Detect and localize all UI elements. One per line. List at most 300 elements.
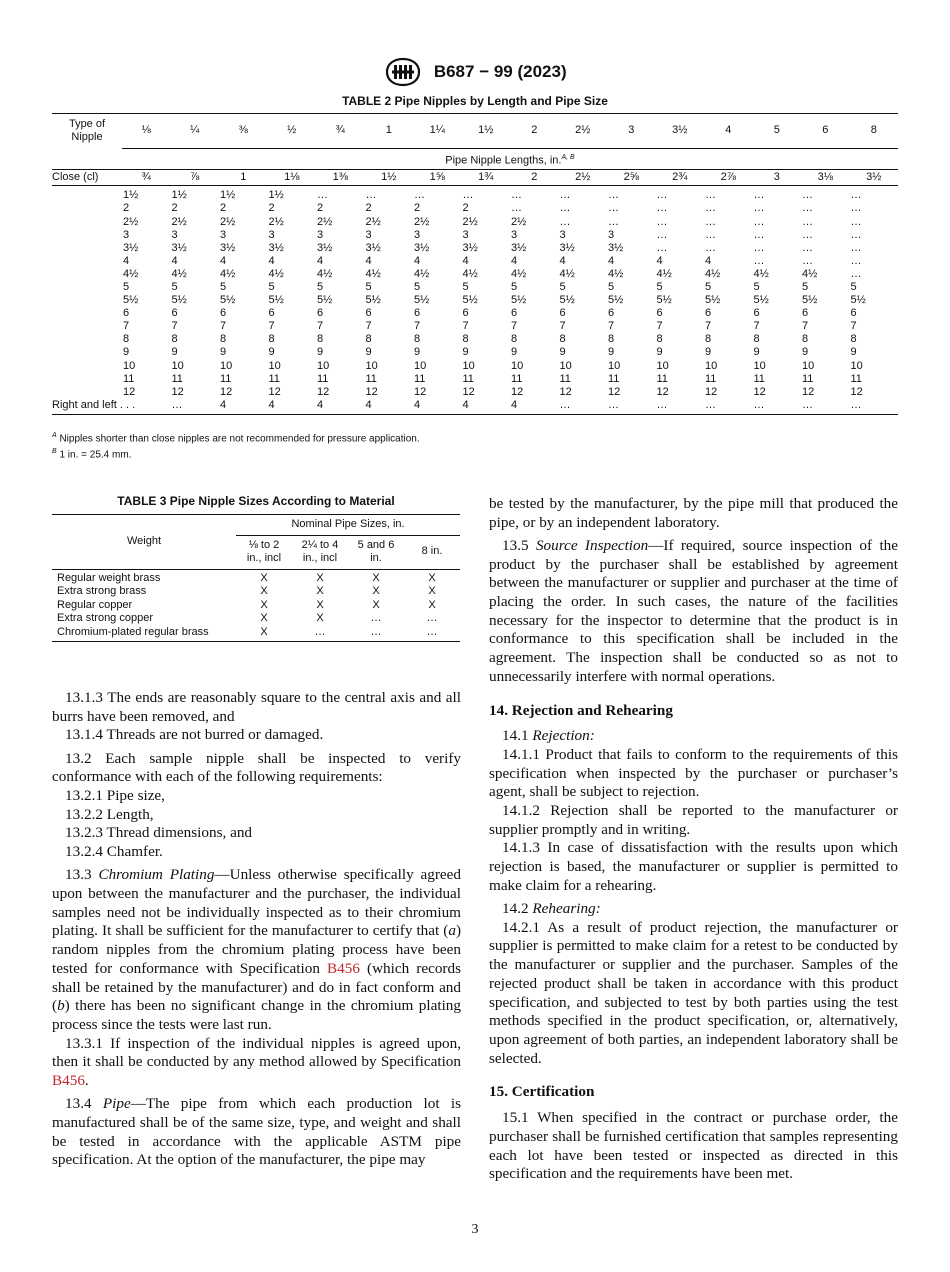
table2-cell: 12 bbox=[462, 385, 475, 398]
table2-cell: 4½ bbox=[802, 267, 818, 280]
table2-cell: 1½ bbox=[171, 189, 187, 202]
table2-cell: 5½ bbox=[656, 294, 672, 307]
table2-cell: 2½ bbox=[220, 215, 236, 228]
table2-close-cell: 1¾ bbox=[462, 170, 511, 186]
table3-title: TABLE 3 Pipe Nipple Sizes According to Material bbox=[117, 494, 395, 508]
table2-cell: 10 bbox=[220, 359, 233, 372]
table2-cell: 11 bbox=[268, 372, 280, 385]
table2-size-header: ⅜ bbox=[219, 114, 268, 149]
table2-cell: 5 bbox=[656, 281, 663, 293]
table2-size-header: 3½ bbox=[656, 114, 705, 149]
table2-cell: 7 bbox=[365, 320, 372, 333]
table2-cell: … bbox=[559, 189, 571, 202]
table2-cell: 11 bbox=[608, 372, 620, 385]
table2-size-header: 6 bbox=[801, 114, 850, 149]
table2-row bbox=[52, 373, 898, 386]
table2-close-cell: 1⅛ bbox=[268, 170, 317, 186]
table2-cell: … bbox=[850, 228, 862, 241]
table2-cell: 11 bbox=[511, 372, 523, 385]
table2-title: TABLE 2 Pipe Nipples by Length and Pipe Size bbox=[342, 94, 608, 108]
table2-cell: 8 bbox=[753, 333, 760, 346]
table2-cell: 10 bbox=[268, 359, 281, 372]
table2-row bbox=[52, 360, 898, 373]
table3-cell: X bbox=[260, 571, 268, 584]
table2-cell: 9 bbox=[802, 346, 809, 359]
table2-cell: 5½ bbox=[220, 294, 236, 307]
table3-material: Regular weight brass bbox=[57, 571, 161, 584]
table2-cell: 5½ bbox=[414, 294, 430, 307]
table2-cell: … bbox=[365, 189, 377, 202]
table2-cell: … bbox=[850, 267, 862, 280]
table2-cell: 4 bbox=[365, 254, 372, 267]
table2-cell: 2½ bbox=[268, 215, 284, 228]
table2-cell: 9 bbox=[317, 346, 324, 359]
table2-cell: … bbox=[705, 189, 716, 202]
table2-row bbox=[52, 333, 898, 346]
para-13-4: 13.4 Pipe—The pipe from which each production lot is manufactured shall be of the same size, type, and weight and shall be tested in accordance with the applicable ASTM pipe specification. At the option of the manufacturer, the pipe may bbox=[52, 1095, 461, 1169]
table2-cell: 5½ bbox=[850, 294, 866, 307]
table2-cell: 8 bbox=[365, 333, 372, 346]
table2-lengths-row bbox=[52, 148, 898, 170]
table2-cell: 5 bbox=[220, 281, 227, 293]
table2-close-cell: ¾ bbox=[122, 170, 171, 186]
table2-cell: 5½ bbox=[705, 294, 721, 307]
table2-cell: 2½ bbox=[511, 215, 527, 228]
table2-cell: 2½ bbox=[414, 215, 430, 228]
table2-cell: 6 bbox=[462, 307, 469, 320]
table2 bbox=[52, 113, 898, 415]
para-13-5: 13.5 Source Inspection—If required, source inspection of the product by the purchaser shall be established by agreement between the manufacturer or supplier and purchaser at the time of placing the order. In such cases, the nature of the facilities necessary for the inspector to determine that the product is in conformance to this specification shall be included in the agreement. The inspection shall be conducted so as not to unnecessarily interfere with normal operations. bbox=[489, 536, 899, 685]
table2-cell: 9 bbox=[511, 346, 518, 359]
table2-cell: 9 bbox=[656, 346, 663, 359]
table2-cell: 12 bbox=[365, 385, 378, 398]
table2-cell: 11 bbox=[171, 372, 183, 385]
table2-cell: … bbox=[559, 202, 571, 215]
table3-size-header bbox=[236, 535, 292, 569]
table2-cell: 5½ bbox=[317, 294, 333, 307]
table2-cell: 5½ bbox=[268, 294, 284, 307]
table2-cell: 8 bbox=[462, 333, 469, 346]
table2-right-left-label: Right and left . . . bbox=[52, 399, 122, 415]
table2-cell: 5½ bbox=[123, 294, 139, 307]
table2-cell: 3 bbox=[123, 228, 130, 241]
table2-cell: 3 bbox=[220, 228, 227, 241]
table2-row-label bbox=[52, 216, 122, 229]
table3-cell: X bbox=[428, 585, 436, 597]
table2-cell: 3 bbox=[511, 228, 518, 241]
table2-cell: 9 bbox=[462, 346, 469, 359]
table2-cell: 3 bbox=[317, 228, 324, 241]
table2-cell: 6 bbox=[511, 307, 518, 320]
table3-cell: X bbox=[372, 585, 380, 597]
table2-cell: 2½ bbox=[365, 215, 381, 228]
table2-footnotes bbox=[52, 429, 420, 462]
table2-cell: 8 bbox=[608, 333, 615, 346]
table3-cell: … bbox=[292, 626, 348, 642]
table2-cell: 9 bbox=[705, 346, 712, 359]
table2-size-header: ⅛ bbox=[122, 114, 171, 149]
table2-cell: 7 bbox=[559, 320, 566, 333]
table2-cell: 4 bbox=[219, 399, 268, 415]
table2-cell: 4 bbox=[316, 399, 365, 415]
table2-cell: 5 bbox=[317, 281, 324, 293]
table2-cell: 9 bbox=[608, 346, 615, 359]
table2-cell: 12 bbox=[802, 385, 815, 398]
table2-cell: 12 bbox=[608, 385, 621, 398]
table3-material: Extra strong copper bbox=[57, 612, 153, 624]
table2-cell: … bbox=[656, 215, 668, 228]
table2-close-cell: 2⅞ bbox=[704, 170, 753, 186]
table2-row bbox=[52, 242, 898, 255]
table2-cell: 4 bbox=[171, 254, 178, 267]
table2-row bbox=[52, 216, 898, 229]
table2-cell: … bbox=[559, 399, 608, 415]
table2-cell: … bbox=[753, 399, 802, 415]
table2-cell: 10 bbox=[705, 359, 718, 372]
table2-cell: 11 bbox=[123, 372, 135, 385]
table2-cell: … bbox=[802, 215, 813, 228]
table2-cell: 9 bbox=[753, 346, 760, 359]
table3-size-header-line: in., incl bbox=[246, 552, 282, 564]
table3-cell: X bbox=[372, 571, 380, 584]
table2-cell: 10 bbox=[365, 359, 378, 372]
table3-cell: X bbox=[372, 598, 380, 611]
footnote-a: $^A$ Nipples shorter than close nipples are not recommended for pressure application. bbox=[52, 432, 420, 445]
table2-blank-cell bbox=[52, 148, 122, 170]
table2-cell: 3½ bbox=[220, 241, 236, 254]
table2-cell: 4 bbox=[317, 254, 324, 267]
table2-cell: … bbox=[802, 202, 813, 215]
table2-cell: 4 bbox=[510, 399, 559, 415]
table3-sizes-header: Nominal Pipe Sizes, in. bbox=[236, 515, 460, 536]
table2-row-label bbox=[52, 229, 122, 242]
table2-size-header: 2 bbox=[510, 114, 559, 149]
table2-cell: 1½ bbox=[123, 189, 139, 202]
table2-cell: 8 bbox=[705, 333, 712, 346]
table2-close-cell: ⅞ bbox=[171, 170, 220, 186]
table2-cell: … bbox=[753, 228, 765, 241]
table2-cell: … bbox=[850, 189, 862, 202]
table2-row-label bbox=[52, 333, 122, 346]
table2-row-label bbox=[52, 346, 122, 359]
table2-cell: 9 bbox=[171, 346, 178, 359]
table2-cell: … bbox=[656, 202, 668, 215]
table2-cell: 5 bbox=[608, 281, 615, 293]
table3-size-header-line: ⅛ to 2 bbox=[248, 538, 280, 551]
table2-row-label bbox=[52, 294, 122, 307]
table3-cell: … bbox=[370, 612, 382, 624]
table2-cell: 8 bbox=[656, 333, 663, 346]
table2-cell: 10 bbox=[123, 359, 136, 372]
para-13-2-1: 13.2.1 Pipe size, bbox=[65, 787, 165, 805]
table2-cell: … bbox=[753, 254, 765, 267]
table2-cell: 12 bbox=[656, 385, 669, 398]
table2-cell: … bbox=[705, 228, 716, 241]
table2-cell: … bbox=[171, 399, 220, 415]
table2-row-label bbox=[52, 242, 122, 255]
table3-row bbox=[52, 569, 460, 585]
para-14-1-3: 14.1.3 In case of dissatisfaction with the results upon which rejection is based, the manufacturer or supplier is permitted to make claim for a rehearing. bbox=[489, 839, 898, 894]
table2-cell: 12 bbox=[559, 385, 572, 398]
table2-cell: 4 bbox=[559, 254, 566, 267]
table2-cell: 7 bbox=[123, 320, 130, 333]
table2-cell: 5 bbox=[365, 281, 372, 293]
table2-cell: 10 bbox=[608, 359, 621, 372]
para-14-1-2: 14.1.2 Rejection shall be reported to the manufacturer or supplier promptly and in writing. bbox=[489, 802, 898, 838]
table2-cell: 8 bbox=[414, 333, 421, 346]
table2-cell: 4½ bbox=[365, 267, 381, 280]
table2-cell: 5 bbox=[753, 281, 760, 293]
table2-row-label bbox=[52, 307, 122, 320]
table2-cell: 8 bbox=[317, 333, 324, 346]
table2-cell: … bbox=[850, 399, 899, 415]
right-column bbox=[489, 495, 898, 1184]
table2-cell: 10 bbox=[802, 359, 815, 372]
table2-cell: 4 bbox=[511, 254, 518, 267]
table2-cell: 4 bbox=[268, 399, 317, 415]
table2-cell: 6 bbox=[608, 307, 615, 320]
b456-link[interactable]: B456 bbox=[327, 959, 360, 977]
table2-close-cell: 2¾ bbox=[656, 170, 705, 186]
table2-row-label bbox=[52, 386, 122, 399]
para-13-3-1: 13.3.1 If inspection of the individual nipples is agreed upon, then it shall be conducted by any method allowed by Specification B456. bbox=[52, 1034, 461, 1090]
table2-cell: 6 bbox=[559, 307, 566, 320]
table2-cell: 2 bbox=[365, 202, 372, 215]
table2-cell: 11 bbox=[462, 372, 474, 385]
table2-cell: … bbox=[850, 202, 862, 215]
table2-cell: 3½ bbox=[365, 241, 381, 254]
table2-cell: 12 bbox=[850, 385, 863, 398]
table3-cell: … bbox=[348, 626, 404, 642]
table2-cell: … bbox=[608, 202, 619, 215]
table3-row bbox=[52, 585, 460, 599]
table2-cell: 12 bbox=[268, 385, 281, 398]
table2-cell: 4½ bbox=[559, 267, 575, 280]
table2-row-label bbox=[52, 268, 122, 281]
table2-cell: 6 bbox=[220, 307, 227, 320]
table2-cell: 12 bbox=[317, 385, 330, 398]
table2-size-header: 8 bbox=[850, 114, 899, 149]
table2-row bbox=[52, 268, 898, 281]
table2-cell: 2 bbox=[317, 202, 324, 215]
table2-cell: 9 bbox=[414, 346, 421, 359]
table3-cell: X bbox=[236, 626, 292, 642]
table2-row-label bbox=[52, 186, 122, 203]
table2-cell: … bbox=[802, 189, 813, 202]
table2-row bbox=[52, 229, 898, 242]
table2-cell: 7 bbox=[608, 320, 615, 333]
para-14-2-1: 14.2.1 As a result of product rejection, the manufacturer or supplier is permitted to make claim for a retest to be conducted by the manufacturer or supplier and the purchaser. Samples of the rejected product shall be taken in accordance with this product specification, and subjected to test by both parties using the test methods specified in the product specification, or, alternatively, upon agreement of both parties, an independent laboratory shall be selected. bbox=[489, 918, 898, 1067]
table2-cell: 10 bbox=[462, 359, 475, 372]
table2-close-cell: 2⅝ bbox=[607, 170, 656, 186]
table2-cell: 12 bbox=[220, 385, 233, 398]
b456-link-2[interactable]: B456 bbox=[52, 1072, 85, 1090]
table2-cell: 4½ bbox=[268, 267, 284, 280]
table3-cell: X bbox=[316, 585, 324, 597]
document-designation: B687 − 99 (2023) bbox=[433, 62, 567, 81]
table2-cell: 9 bbox=[220, 346, 227, 359]
left-column bbox=[52, 689, 461, 1170]
para-13-4-continued: be tested by the manufacturer, by the pipe mill that produced the pipe, or by an independent laboratory. bbox=[489, 495, 898, 531]
table3-size-header-line: 5 and 6 bbox=[357, 538, 395, 551]
table2-cell: 12 bbox=[171, 385, 184, 398]
table3-cell: X bbox=[428, 571, 436, 584]
table3-size-header bbox=[404, 535, 460, 569]
table2-size-header: 1 bbox=[365, 114, 414, 149]
table2-cell: 4½ bbox=[414, 267, 430, 280]
table2-cell: 1½ bbox=[268, 189, 284, 202]
table2-cell: 3 bbox=[559, 228, 566, 241]
table2-cell: 6 bbox=[850, 307, 857, 320]
table2-row bbox=[52, 307, 898, 320]
table2-cell: 5 bbox=[802, 281, 809, 293]
table2-cell: 3 bbox=[608, 228, 615, 241]
table2-size-header: 4 bbox=[704, 114, 753, 149]
table2-row-label bbox=[52, 373, 122, 386]
table2-row-label bbox=[52, 281, 122, 294]
table2-cell: 12 bbox=[414, 385, 427, 398]
table3-size-header-line: 8 in. bbox=[421, 545, 443, 558]
para-14-1-1: 14.1.1 Product that fails to conform to the requirements of this specification when inspected by the purchaser or purchaser’s agent, shall be subject to rejection. bbox=[489, 745, 898, 801]
table2-cell: 11 bbox=[705, 372, 717, 385]
table2-cell: 2½ bbox=[317, 215, 333, 228]
table2-size-header: 3 bbox=[607, 114, 656, 149]
table2-cell: 4½ bbox=[123, 267, 139, 280]
table2-cell: 4 bbox=[656, 254, 663, 267]
table2-cell: 4 bbox=[462, 399, 511, 415]
table2-cell: 5½ bbox=[559, 294, 575, 307]
table2-cell: 10 bbox=[171, 359, 184, 372]
table2-cell: … bbox=[608, 215, 619, 228]
table2-type-header: Type of Nipple bbox=[52, 114, 122, 149]
table2-cell: … bbox=[656, 241, 668, 254]
table2-cell: 1½ bbox=[220, 189, 236, 202]
table2-cell: 7 bbox=[850, 320, 857, 333]
table2-cell: 5 bbox=[462, 281, 469, 293]
table2-cell: 3½ bbox=[559, 241, 575, 254]
table2-row-label bbox=[52, 202, 122, 215]
table2-cell: 10 bbox=[317, 359, 330, 372]
table2-size-header: 2½ bbox=[559, 114, 608, 149]
section-14-heading: 14. Rejection and Rehearing bbox=[489, 701, 673, 719]
table3-cell: X bbox=[428, 598, 436, 611]
table2-cell: 4 bbox=[365, 399, 414, 415]
table2-cell: 12 bbox=[705, 385, 718, 398]
table2-cell: 11 bbox=[559, 372, 571, 385]
table3-material: Chromium-plated regular brass bbox=[52, 626, 236, 642]
table2-size-header: ¾ bbox=[316, 114, 365, 149]
footnote-b: $^B$ 1 in. = 25.4 mm. bbox=[52, 448, 132, 461]
table2-cell: 10 bbox=[511, 359, 524, 372]
page-header bbox=[0, 57, 950, 87]
table2-cell: 4½ bbox=[656, 267, 672, 280]
table2-cell: … bbox=[462, 189, 474, 202]
table2-cell: 6 bbox=[656, 307, 663, 320]
para-13-2-4: 13.2.4 Chamfer. bbox=[65, 843, 163, 861]
table2-cell: 7 bbox=[802, 320, 809, 333]
table2-close-cell: 3⅛ bbox=[801, 170, 850, 186]
table2-size-header: ¼ bbox=[171, 114, 220, 149]
table2-cell: 5 bbox=[511, 281, 518, 293]
table2-lengths-label bbox=[122, 148, 898, 170]
table3-row bbox=[52, 612, 460, 626]
table2-cell: … bbox=[608, 189, 619, 202]
table3-cell: X bbox=[316, 612, 324, 624]
table2-cell: 2½ bbox=[171, 215, 187, 228]
table2-cell: 7 bbox=[656, 320, 663, 333]
table2-close-label: Close (cl) bbox=[52, 170, 122, 186]
table2-cell: … bbox=[753, 241, 765, 254]
table2-cell: … bbox=[802, 228, 813, 241]
table2-cell: … bbox=[656, 399, 705, 415]
table2-close-cell: 1⅜ bbox=[316, 170, 365, 186]
table2-cell: … bbox=[801, 399, 850, 415]
table2-cell: 8 bbox=[559, 333, 566, 346]
table2-cell: 6 bbox=[317, 307, 324, 320]
table2-cell: 4½ bbox=[608, 267, 624, 280]
table2-cell: 10 bbox=[656, 359, 669, 372]
table2-cell: 4 bbox=[413, 399, 462, 415]
table2-cell: 11 bbox=[850, 372, 862, 385]
table2-cell: 4½ bbox=[317, 267, 333, 280]
table2-row bbox=[52, 186, 898, 203]
table2-cell: 3½ bbox=[608, 241, 624, 254]
table2-cell: 4 bbox=[414, 254, 421, 267]
table2-cell: 3½ bbox=[414, 241, 430, 254]
para-14-1: 14.1 Rejection: bbox=[502, 727, 595, 745]
table2-cell: 4 bbox=[220, 254, 227, 267]
table2-cell: 6 bbox=[753, 307, 760, 320]
table2-cell: 3½ bbox=[317, 241, 333, 254]
table2-cell: 6 bbox=[414, 307, 421, 320]
table2-row bbox=[52, 346, 898, 359]
table2-cell: 9 bbox=[850, 346, 857, 359]
table2-close-cell: 1 bbox=[219, 170, 268, 186]
table2-row-label bbox=[52, 255, 122, 268]
table2-cell: 6 bbox=[705, 307, 712, 320]
table2-cell: 8 bbox=[850, 333, 857, 346]
table2-cell: 5 bbox=[414, 281, 421, 293]
table2-cell: 2 bbox=[171, 202, 178, 215]
table2-row bbox=[52, 320, 898, 333]
table2-lengths-footnote-marks: A, B bbox=[561, 153, 575, 161]
table2-cell: 3 bbox=[268, 228, 275, 241]
table3 bbox=[52, 514, 460, 642]
table2-cell: 5 bbox=[705, 281, 712, 293]
table2-cell: 2 bbox=[414, 202, 421, 215]
para-13-1-3: 13.1.3 The ends are reasonably square to the central axis and all burrs have been removed, and bbox=[52, 689, 461, 725]
table2-cell: 3½ bbox=[123, 241, 139, 254]
table3-cell: … bbox=[426, 612, 438, 624]
table2-cell: 5 bbox=[171, 281, 178, 293]
table2-close-cell: 2½ bbox=[559, 170, 608, 186]
table2-cell: 5 bbox=[559, 281, 566, 293]
table2-cell: 4½ bbox=[462, 267, 478, 280]
table3-cell: X bbox=[260, 598, 268, 611]
table2-cell: 5½ bbox=[753, 294, 769, 307]
table2-cell: 3½ bbox=[511, 241, 527, 254]
table2-cell: 8 bbox=[802, 333, 809, 346]
table3-size-header bbox=[348, 535, 404, 569]
table2-cell: 7 bbox=[511, 320, 518, 333]
table2-cell: … bbox=[705, 241, 716, 254]
table2-cell: 7 bbox=[414, 320, 421, 333]
table3-row bbox=[52, 599, 460, 613]
table2-cell: 11 bbox=[656, 372, 668, 385]
para-13-2-2: 13.2.2 Length, bbox=[65, 805, 154, 823]
table2-cell: 10 bbox=[559, 359, 572, 372]
table2-cell: 5 bbox=[850, 281, 857, 293]
